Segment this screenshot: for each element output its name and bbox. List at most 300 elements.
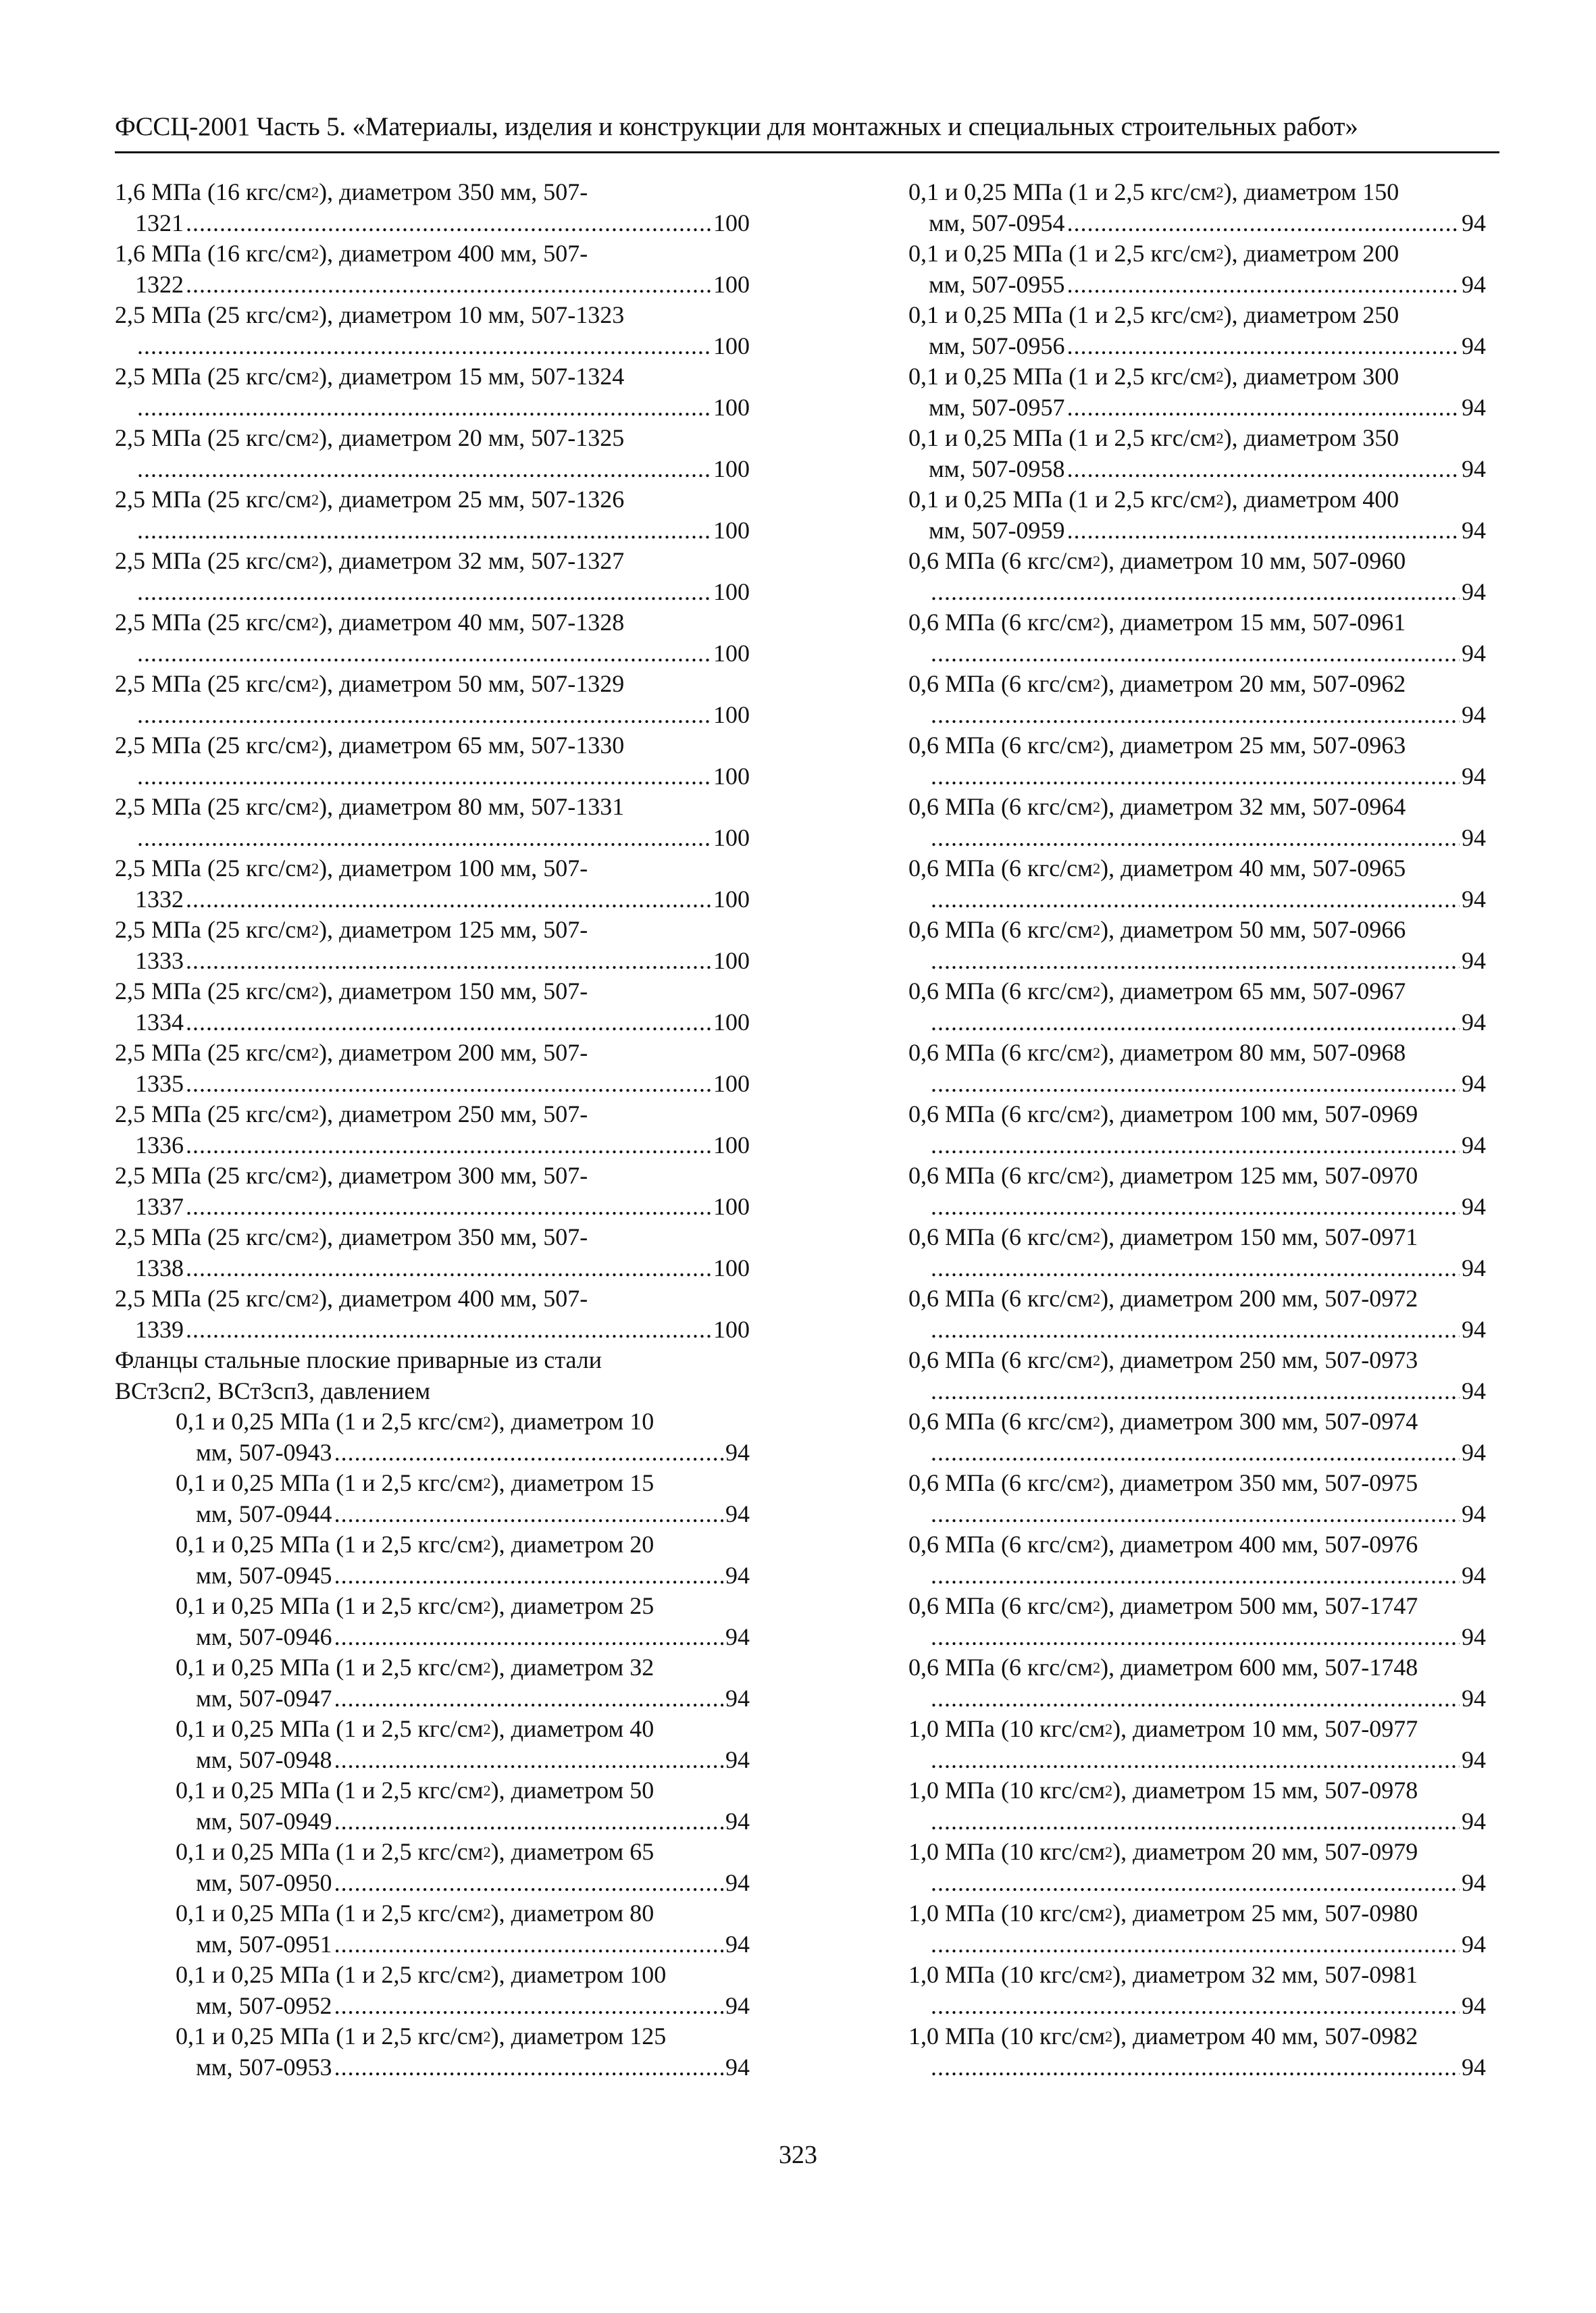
index-heading xyxy=(115,1345,750,1406)
dot-leader xyxy=(334,1622,723,1653)
dot-leader xyxy=(1067,454,1460,485)
index-entry-continuation xyxy=(929,1991,1486,2022)
index-entry-code: 1335 xyxy=(135,1069,184,1097)
dot-leader xyxy=(334,1745,723,1776)
index-page-ref: 100 xyxy=(713,1008,750,1036)
index-entry-continuation xyxy=(196,1622,750,1653)
index-entry xyxy=(908,177,1486,238)
index-entry-text: 0,6 МПа (6 кгс/$см^2$), диаметром 80 мм, 507-0968 xyxy=(908,1039,1406,1066)
index-column-right xyxy=(908,177,1486,2083)
dot-leader xyxy=(334,1683,723,1714)
index-entry-text: 0,1 и 0,25 МПа (1 и 2,5 кгс/$см^2$), диаметром 250 xyxy=(908,301,1399,328)
index-column-left xyxy=(115,177,750,2083)
index-entry-continuation xyxy=(929,700,1486,731)
index-entry xyxy=(115,423,750,484)
index-page-ref: 94 xyxy=(1462,762,1486,790)
index-entry-text: 2,5 МПа (25 кгс/$см^2$), диаметром 400 мм, 507- xyxy=(115,1285,588,1312)
index-entry xyxy=(908,1038,1486,1099)
index-entry xyxy=(908,484,1486,546)
dot-leader xyxy=(931,577,1460,608)
index-entry-code: мм, 507-0955 xyxy=(929,270,1065,298)
index-entry-text: 0,6 МПа (6 кгс/$см^2$), диаметром 125 мм, 507-0970 xyxy=(908,1162,1418,1189)
index-entry-continuation xyxy=(929,884,1486,915)
index-page-ref: 94 xyxy=(1462,946,1486,974)
dot-leader xyxy=(931,1438,1460,1469)
index-page-ref: 100 xyxy=(713,762,750,790)
index-entry-text: 0,6 МПа (6 кгс/$см^2$), диаметром 200 мм, 507-0972 xyxy=(908,1285,1418,1312)
index-entry-code: 1321 xyxy=(135,209,184,236)
dot-leader xyxy=(931,1683,1460,1714)
index-entry-continuation xyxy=(135,1130,750,1161)
index-entry xyxy=(908,546,1486,607)
index-entry-code: 1333 xyxy=(135,946,184,974)
index-page-ref: 94 xyxy=(1462,1315,1486,1343)
index-page-ref: 94 xyxy=(1462,1746,1486,1773)
index-entry-continuation xyxy=(929,454,1486,485)
index-entry-text: 0,1 и 0,25 МПа (1 и 2,5 кгс/$см^2$), диаметром 300 xyxy=(908,363,1399,390)
dot-leader xyxy=(931,1991,1460,2022)
index-entry-code: мм, 507-0945 xyxy=(196,1561,332,1589)
index-entry-continuation xyxy=(135,454,750,485)
index-entry xyxy=(176,1837,750,1898)
dot-leader xyxy=(1067,392,1460,424)
index-page-ref: 94 xyxy=(1462,1438,1486,1466)
index-entry-continuation xyxy=(929,1192,1486,1223)
index-entry-text: 0,6 МПа (6 кгс/$см^2$), диаметром 65 мм, 507-0967 xyxy=(908,977,1406,1005)
dot-leader xyxy=(931,1315,1460,1346)
index-page-ref: 94 xyxy=(725,1930,750,1958)
index-entry-continuation xyxy=(929,946,1486,977)
index-entry xyxy=(908,1161,1486,1222)
index-entry-text: 0,1 и 0,25 МПа (1 и 2,5 кгс/$см^2$), диаметром 400 xyxy=(908,486,1399,513)
index-entry-code: мм, 507-0946 xyxy=(196,1623,332,1650)
index-entry-code: мм, 507-0954 xyxy=(929,209,1065,236)
index-entry-text: 1,0 МПа (10 кгс/$см^2$), диаметром 20 мм, 507-0979 xyxy=(908,1838,1418,1865)
index-page-ref: 94 xyxy=(725,1746,750,1773)
dot-leader xyxy=(137,331,711,362)
index-entry-continuation xyxy=(135,946,750,977)
index-page-ref: 94 xyxy=(1462,1008,1486,1036)
index-entry xyxy=(908,915,1486,976)
index-entry-code: 1337 xyxy=(135,1192,184,1220)
index-entry xyxy=(908,1468,1486,1529)
index-entry xyxy=(908,1529,1486,1591)
index-entry-continuation xyxy=(135,884,750,915)
index-entry-continuation xyxy=(929,1130,1486,1161)
index-entry xyxy=(115,1038,750,1099)
index-entry xyxy=(176,1468,750,1529)
index-entry xyxy=(908,853,1486,915)
index-entry xyxy=(908,669,1486,730)
index-entry-code: мм, 507-0947 xyxy=(196,1684,332,1712)
index-page-ref: 94 xyxy=(1462,1623,1486,1650)
index-entry-text: 0,1 и 0,25 МПа (1 и 2,5 кгс/$см^2$), диаметром 65 xyxy=(176,1838,654,1865)
index-entry-continuation xyxy=(196,1745,750,1776)
index-page-ref: 100 xyxy=(713,332,750,359)
dot-leader xyxy=(186,1192,711,1223)
index-entry-continuation xyxy=(196,1499,750,1530)
dot-leader xyxy=(334,2052,723,2083)
index-page-ref: 94 xyxy=(725,2053,750,2081)
index-entry xyxy=(115,1283,750,1345)
index-entry xyxy=(908,1775,1486,1837)
index-entry-code: 1336 xyxy=(135,1131,184,1159)
index-page-ref: 94 xyxy=(1462,209,1486,236)
index-page-ref: 94 xyxy=(725,1869,750,1896)
dot-leader xyxy=(931,1806,1460,1837)
dot-leader xyxy=(931,1253,1460,1284)
index-page-ref: 94 xyxy=(725,1561,750,1589)
index-entry-text: 2,5 МПа (25 кгс/$см^2$), диаметром 200 мм, 507- xyxy=(115,1039,588,1066)
dot-leader xyxy=(334,1868,723,1899)
index-entry-code: мм, 507-0950 xyxy=(196,1869,332,1896)
index-entry xyxy=(115,546,750,607)
index-entry xyxy=(115,792,750,853)
index-entry-text: 0,6 МПа (6 кгс/$см^2$), диаметром 15 мм, 507-0961 xyxy=(908,609,1406,636)
dot-leader xyxy=(931,2052,1460,2083)
index-entry-text: 2,5 МПа (25 кгс/$см^2$), диаметром 32 мм, 507-1327 xyxy=(115,547,625,574)
index-entry xyxy=(176,1775,750,1837)
dot-leader xyxy=(931,1560,1460,1592)
index-entry xyxy=(115,361,750,423)
index-entry-text: 0,6 МПа (6 кгс/$см^2$), диаметром 350 мм, 507-0975 xyxy=(908,1469,1418,1496)
dot-leader xyxy=(931,1929,1460,1960)
index-entry-text: 0,1 и 0,25 МПа (1 и 2,5 кгс/$см^2$), диаметром 20 xyxy=(176,1531,654,1558)
dot-leader xyxy=(1067,270,1460,301)
index-entry-code: мм, 507-0957 xyxy=(929,393,1065,421)
index-page-ref: 94 xyxy=(1462,270,1486,298)
index-entry xyxy=(908,1222,1486,1283)
index-entry-text: 0,1 и 0,25 МПа (1 и 2,5 кгс/$см^2$), диаметром 15 xyxy=(176,1469,654,1496)
index-entry-continuation xyxy=(135,823,750,854)
dot-leader xyxy=(334,1438,723,1469)
index-entry xyxy=(908,1960,1486,2021)
index-entry xyxy=(176,1591,750,1652)
index-entry-code: 1338 xyxy=(135,1254,184,1281)
index-entry xyxy=(908,423,1486,484)
dot-leader xyxy=(186,884,711,915)
index-entry xyxy=(908,792,1486,853)
index-entry xyxy=(115,177,750,238)
dot-leader xyxy=(931,700,1460,731)
index-entry-continuation xyxy=(929,638,1486,669)
index-entry-text: 2,5 МПа (25 кгс/$см^2$), диаметром 150 мм, 507- xyxy=(115,977,588,1005)
dot-leader xyxy=(334,1929,723,1960)
dot-leader xyxy=(931,1622,1460,1653)
index-entry-text: 0,1 и 0,25 МПа (1 и 2,5 кгс/$см^2$), диаметром 350 xyxy=(908,424,1399,451)
index-entry-text: 0,1 и 0,25 МПа (1 и 2,5 кгс/$см^2$), диаметром 200 xyxy=(908,240,1399,267)
index-entry xyxy=(115,730,750,792)
index-entry-text: 0,6 МПа (6 кгс/$см^2$), диаметром 25 мм, 507-0963 xyxy=(908,732,1406,759)
index-page-ref: 94 xyxy=(1462,1869,1486,1896)
index-entry-text: 2,5 МПа (25 кгс/$см^2$), диаметром 15 мм, 507-1324 xyxy=(115,363,625,390)
index-entry xyxy=(908,1714,1486,1775)
index-entry-code: мм, 507-0952 xyxy=(196,1991,332,2019)
index-entry-text: 2,5 МПа (25 кгс/$см^2$), диаметром 80 мм, 507-1331 xyxy=(115,793,625,820)
index-entry-text: 1,0 МПа (10 кгс/$см^2$), диаметром 40 мм, 507-0982 xyxy=(908,2023,1418,2050)
index-entry xyxy=(908,1406,1486,1468)
index-entry-continuation xyxy=(929,1499,1486,1530)
index-entry-text: 0,6 МПа (6 кгс/$см^2$), диаметром 20 мм, 507-0962 xyxy=(908,670,1406,697)
index-entry-text: 2,5 МПа (25 кгс/$см^2$), диаметром 20 мм, 507-1325 xyxy=(115,424,625,451)
index-entry-text: 0,6 МПа (6 кгс/$см^2$), диаметром 32 мм, 507-0964 xyxy=(908,793,1406,820)
index-page-ref: 94 xyxy=(1462,639,1486,667)
index-entry-code: мм, 507-0949 xyxy=(196,1807,332,1835)
index-entry-continuation xyxy=(929,392,1486,424)
dot-leader xyxy=(334,1991,723,2022)
index-entry xyxy=(908,730,1486,792)
dot-leader xyxy=(931,946,1460,977)
index-entry-text: 0,1 и 0,25 МПа (1 и 2,5 кгс/$см^2$), диаметром 10 xyxy=(176,1408,654,1435)
dot-leader xyxy=(931,761,1460,792)
index-entry xyxy=(176,1714,750,1775)
index-page-ref: 94 xyxy=(1462,455,1486,482)
index-entry-code: мм, 507-0958 xyxy=(929,455,1065,482)
index-page-ref: 100 xyxy=(713,1315,750,1343)
index-entry-text: 0,6 МПа (6 кгс/$см^2$), диаметром 300 мм, 507-0974 xyxy=(908,1408,1418,1435)
index-entry xyxy=(908,361,1486,423)
dot-leader xyxy=(137,392,711,424)
index-entry xyxy=(908,1837,1486,1898)
index-page-ref: 100 xyxy=(713,1131,750,1159)
index-page-ref: 94 xyxy=(725,1623,750,1650)
index-entry xyxy=(115,853,750,915)
index-entry xyxy=(908,1283,1486,1345)
index-entry-text: 1,6 МПа (16 кгс/$см^2$), диаметром 400 мм, 507- xyxy=(115,240,588,267)
index-entry-text: 0,1 и 0,25 МПа (1 и 2,5 кгс/$см^2$), диаметром 150 xyxy=(908,178,1399,205)
index-entry-text: 2,5 МПа (25 кгс/$см^2$), диаметром 350 мм, 507- xyxy=(115,1223,588,1250)
index-page-ref: 94 xyxy=(1462,1561,1486,1589)
index-entry-text: 1,0 МПа (10 кгс/$см^2$), диаметром 25 мм, 507-0980 xyxy=(908,1900,1418,1927)
dot-leader xyxy=(137,515,711,547)
index-entry-continuation xyxy=(929,2052,1486,2083)
index-entry-continuation xyxy=(135,270,750,301)
index-entry-continuation xyxy=(135,515,750,547)
index-entry-text: 1,0 МПа (10 кгс/$см^2$), диаметром 15 мм, 507-0978 xyxy=(908,1777,1418,1804)
dot-leader xyxy=(931,1868,1460,1899)
index-entry-code: мм, 507-0943 xyxy=(196,1438,332,1466)
index-entry-continuation xyxy=(135,392,750,424)
index-entry-code: 1322 xyxy=(135,270,184,298)
index-entry xyxy=(176,1960,750,2021)
index-entry-continuation xyxy=(929,208,1486,239)
index-page-ref: 100 xyxy=(713,946,750,974)
index-page-ref: 100 xyxy=(713,393,750,421)
dot-leader xyxy=(334,1806,723,1837)
index-entry-text: 0,6 МПа (6 кгс/$см^2$), диаметром 50 мм, 507-0966 xyxy=(908,916,1406,943)
index-entry xyxy=(176,1406,750,1468)
index-entry xyxy=(908,1898,1486,1960)
dot-leader xyxy=(931,638,1460,669)
index-entry-continuation xyxy=(135,1192,750,1223)
index-heading-line: Фланцы стальные плоские приварные из стали xyxy=(115,1346,602,1373)
index-entry-text: 2,5 МПа (25 кгс/$см^2$), диаметром 25 мм, 507-1326 xyxy=(115,486,625,513)
index-entry xyxy=(908,238,1486,300)
index-page-ref: 94 xyxy=(1462,701,1486,728)
index-entry xyxy=(908,1591,1486,1652)
index-entry xyxy=(115,669,750,730)
index-entry xyxy=(176,1898,750,1960)
dot-leader xyxy=(334,1499,723,1530)
index-page-ref: 94 xyxy=(1462,516,1486,544)
dot-leader xyxy=(931,1069,1460,1100)
index-entry-continuation xyxy=(135,208,750,239)
index-page-ref: 100 xyxy=(713,578,750,605)
index-entry-text: 2,5 МПа (25 кгс/$см^2$), диаметром 10 мм, 507-1323 xyxy=(115,301,625,328)
index-entry-text: 0,1 и 0,25 МПа (1 и 2,5 кгс/$см^2$), диаметром 40 xyxy=(176,1715,654,1742)
index-entry-continuation xyxy=(929,1806,1486,1837)
index-entry-continuation xyxy=(135,1069,750,1100)
index-entry-code: мм, 507-0948 xyxy=(196,1746,332,1773)
dot-leader xyxy=(137,454,711,485)
index-page-ref: 94 xyxy=(1462,1377,1486,1404)
index-entry xyxy=(908,1345,1486,1406)
index-entry-code: мм, 507-0951 xyxy=(196,1930,332,1958)
dot-leader xyxy=(137,577,711,608)
index-page-ref: 94 xyxy=(1462,393,1486,421)
index-entry-text: 0,1 и 0,25 МПа (1 и 2,5 кгс/$см^2$), диаметром 80 xyxy=(176,1900,654,1927)
index-page-ref: 94 xyxy=(1462,332,1486,359)
index-entry-text: 2,5 МПа (25 кгс/$см^2$), диаметром 50 мм, 507-1329 xyxy=(115,670,625,697)
index-entry-continuation xyxy=(135,761,750,792)
index-page-ref: 94 xyxy=(1462,885,1486,913)
index-entry-code: мм, 507-0953 xyxy=(196,2053,332,2081)
dot-leader xyxy=(931,1192,1460,1223)
index-entry-continuation xyxy=(196,1868,750,1899)
index-entry-continuation xyxy=(929,1929,1486,1960)
index-entry-continuation xyxy=(929,1253,1486,1284)
index-page-ref: 100 xyxy=(713,209,750,236)
index-entry-continuation xyxy=(929,1560,1486,1592)
index-entry-continuation xyxy=(929,1745,1486,1776)
index-entry-text: 0,6 МПа (6 кгс/$см^2$), диаметром 400 мм, 507-0976 xyxy=(908,1531,1418,1558)
index-page-ref: 94 xyxy=(725,1500,750,1527)
index-entry-text: 2,5 МПа (25 кгс/$см^2$), диаметром 40 мм, 507-1328 xyxy=(115,609,625,636)
dot-leader xyxy=(1067,208,1460,239)
index-page-ref: 100 xyxy=(713,516,750,544)
index-entry-continuation xyxy=(929,270,1486,301)
index-entry-code: мм, 507-0959 xyxy=(929,516,1065,544)
index-entry xyxy=(908,976,1486,1038)
index-entry xyxy=(115,1222,750,1283)
index-entry xyxy=(176,1529,750,1591)
index-entry xyxy=(115,607,750,669)
dot-leader xyxy=(186,1007,711,1038)
header-rule xyxy=(115,151,1499,153)
index-entry-continuation xyxy=(196,1991,750,2022)
index-heading-line: ВСт3сп2, ВСт3сп3, давлением xyxy=(115,1377,431,1404)
index-entry-text: 2,5 МПа (25 кгс/$см^2$), диаметром 125 мм, 507- xyxy=(115,916,588,943)
index-entry-continuation xyxy=(135,1253,750,1284)
dot-leader xyxy=(931,823,1460,854)
dot-leader xyxy=(931,1745,1460,1776)
index-entry-continuation xyxy=(929,1315,1486,1346)
dot-leader xyxy=(186,1253,711,1284)
index-page-ref: 100 xyxy=(713,823,750,851)
dot-leader xyxy=(931,1007,1460,1038)
dot-leader xyxy=(186,1069,711,1100)
index-entry-continuation xyxy=(929,1868,1486,1899)
index-page-ref: 100 xyxy=(713,1192,750,1220)
index-entry-code: 1339 xyxy=(135,1315,184,1343)
index-entry xyxy=(908,2021,1486,2083)
index-entry-continuation xyxy=(196,1929,750,1960)
index-entry-text: 1,6 МПа (16 кгс/$см^2$), диаметром 350 мм, 507- xyxy=(115,178,588,205)
index-page-ref: 94 xyxy=(1462,578,1486,605)
index-entry-text: 2,5 МПа (25 кгс/$см^2$), диаметром 300 мм, 507- xyxy=(115,1162,588,1189)
index-entry-text: 0,6 МПа (6 кгс/$см^2$), диаметром 100 мм, 507-0969 xyxy=(908,1100,1418,1127)
index-entry-continuation xyxy=(929,515,1486,547)
dot-leader xyxy=(186,208,711,239)
index-entry-continuation xyxy=(929,823,1486,854)
index-page-ref: 100 xyxy=(713,1069,750,1097)
dot-leader xyxy=(186,946,711,977)
index-page-ref: 100 xyxy=(713,1254,750,1281)
index-entry xyxy=(908,300,1486,361)
index-entry-continuation xyxy=(135,1315,750,1346)
index-page-ref: 100 xyxy=(713,639,750,667)
index-entry-continuation xyxy=(135,638,750,669)
index-entry-continuation xyxy=(135,1007,750,1038)
index-entry-continuation xyxy=(135,700,750,731)
index-entry-code: мм, 507-0944 xyxy=(196,1500,332,1527)
index-entry xyxy=(176,1652,750,1714)
index-entry-continuation xyxy=(929,577,1486,608)
dot-leader xyxy=(137,823,711,854)
index-entry xyxy=(908,607,1486,669)
dot-leader xyxy=(186,270,711,301)
index-page-ref: 100 xyxy=(713,701,750,728)
index-entry xyxy=(176,2021,750,2083)
dot-leader xyxy=(1067,515,1460,547)
index-page-ref: 94 xyxy=(1462,1684,1486,1712)
index-entry-continuation xyxy=(929,1622,1486,1653)
index-entry-text: 1,0 МПа (10 кгс/$см^2$), диаметром 10 мм, 507-0977 xyxy=(908,1715,1418,1742)
running-header: ФССЦ-2001 Часть 5. «Материалы, изделия и конструкции для монтажных и специальных строительных работ» xyxy=(115,112,1358,141)
dot-leader xyxy=(186,1130,711,1161)
index-entry-continuation xyxy=(135,577,750,608)
index-entry-code: мм, 507-0956 xyxy=(929,332,1065,359)
index-entry-continuation xyxy=(135,331,750,362)
index-entry-code: 1332 xyxy=(135,885,184,913)
index-page-ref: 94 xyxy=(1462,1991,1486,2019)
index-page-ref: 94 xyxy=(1462,1500,1486,1527)
index-entry-continuation xyxy=(929,331,1486,362)
index-page-ref: 94 xyxy=(1462,1930,1486,1958)
dot-leader xyxy=(334,1560,723,1592)
index-entry-text: 0,6 МПа (6 кгс/$см^2$), диаметром 600 мм, 507-1748 xyxy=(908,1654,1418,1681)
index-entry xyxy=(908,1652,1486,1714)
dot-leader xyxy=(137,700,711,731)
index-entry-continuation xyxy=(196,1683,750,1714)
index-entry-text: 0,6 МПа (6 кгс/$см^2$), диаметром 40 мм, 507-0965 xyxy=(908,855,1406,882)
dot-leader xyxy=(186,1315,711,1346)
index-entry-text: 1,0 МПа (10 кгс/$см^2$), диаметром 32 мм, 507-0981 xyxy=(908,1961,1418,1988)
index-page-ref: 94 xyxy=(725,1438,750,1466)
index-page-ref: 100 xyxy=(713,270,750,298)
index-entry xyxy=(115,976,750,1038)
index-entry-continuation xyxy=(196,1438,750,1469)
index-entry-code: 1334 xyxy=(135,1008,184,1036)
dot-leader xyxy=(137,638,711,669)
index-entry xyxy=(115,1161,750,1222)
index-entry-text: 2,5 МПа (25 кгс/$см^2$), диаметром 250 мм, 507- xyxy=(115,1100,588,1127)
index-entry-continuation xyxy=(929,1007,1486,1038)
index-page-ref: 94 xyxy=(1462,1192,1486,1220)
dot-leader xyxy=(137,761,711,792)
index-entry xyxy=(115,915,750,976)
index-page-ref: 94 xyxy=(1462,1254,1486,1281)
